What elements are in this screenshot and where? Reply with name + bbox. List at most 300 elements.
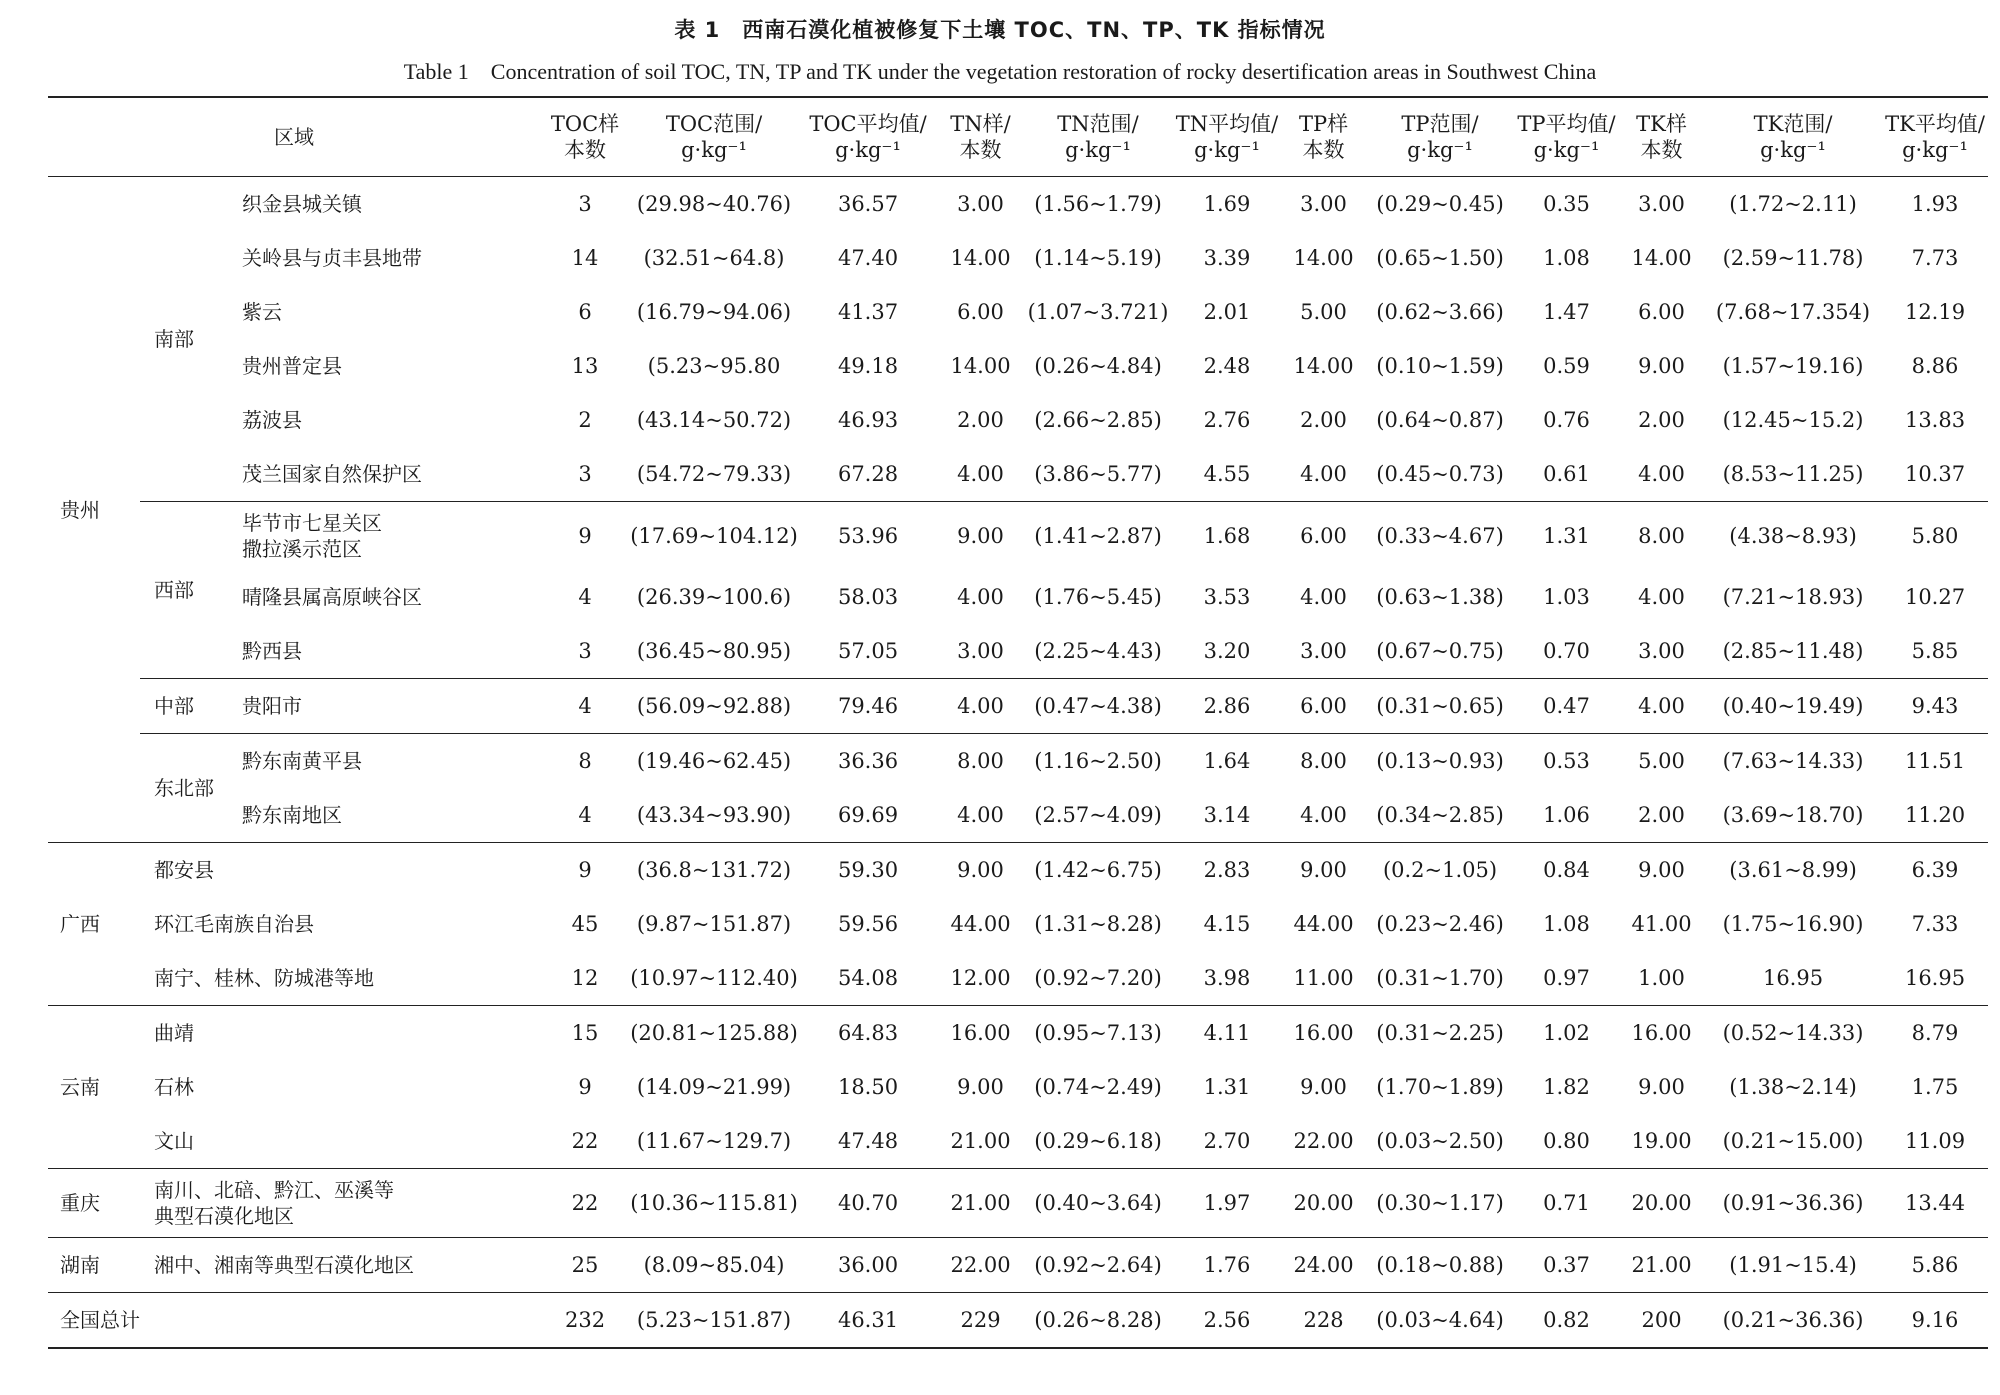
header-toc-range: TOC范围/ g·kg⁻¹: [630, 97, 798, 177]
cell-tk-mean: 16.95: [1882, 951, 1988, 1006]
cell-toc-n: 25: [540, 1238, 630, 1293]
cell-toc-mean: 47.48: [798, 1114, 938, 1169]
cell-toc-range: (17.69~104.12): [630, 524, 798, 548]
cell-toc-range: (9.87~151.87): [636, 912, 792, 936]
cell-tn-n: 9.00: [957, 1075, 1004, 1099]
cell-tk-n: 9.00: [1638, 1075, 1685, 1099]
cell-tn-mean: 2.83: [1203, 858, 1251, 882]
area-cell: 南川、北碚、黔江、巫溪等 典型石漠化地区: [140, 1169, 540, 1238]
area-cell: 贵州普定县: [242, 354, 342, 378]
cell-tk-range: (8.53~11.25): [1704, 447, 1882, 502]
table-title-en: Table 1 Concentration of soil TOC, TN, TP and TK under the vegetation restoration of rocky desertification areas in Southwest China: [403, 59, 1597, 84]
table-row: [48, 843, 1988, 898]
cell-tn-range: (0.26~8.28): [1034, 1308, 1162, 1332]
data-table-container: [48, 96, 1988, 1349]
cell-tp-mean: 0.82: [1543, 1308, 1590, 1332]
cell-tn-mean: 2.01: [1203, 300, 1251, 324]
subregion-west: 西部: [140, 502, 234, 679]
cell-tk-n: 3.00: [1638, 192, 1685, 216]
cell-tk-mean: 12.19: [1904, 300, 1966, 324]
cell-tk-n: 19.00: [1619, 1114, 1704, 1169]
cell-tk-mean: 7.33: [1911, 912, 1959, 936]
cell-tp-mean: 1.08: [1543, 246, 1590, 270]
header-tn-range: TN范围/ g·kg⁻¹: [1023, 97, 1173, 177]
cell-toc-mean: 47.40: [837, 246, 899, 270]
area-cell: 石林: [154, 1075, 194, 1099]
cell-tn-n: 9.00: [957, 524, 1004, 548]
table-row: [48, 177, 1988, 232]
header-toc-n: TOC样 本数: [540, 97, 630, 177]
area-cell: 关岭县与贞丰县地带: [242, 246, 422, 270]
cell-tp-range: (0.62~3.66): [1376, 300, 1504, 324]
cell-tk-range: (0.21~36.36): [1722, 1308, 1864, 1332]
cell-tn-range: (0.40~3.64): [1023, 1169, 1173, 1238]
cell-tk-n: 9.00: [1638, 354, 1685, 378]
cell-tp-mean: 0.84: [1543, 858, 1590, 882]
cell-toc-range: (11.67~129.7): [630, 1114, 798, 1169]
soil-nutrient-table: [48, 96, 1988, 1349]
cell-tn-mean: 4.15: [1203, 912, 1251, 936]
cell-tp-range: (0.33~4.67): [1376, 524, 1504, 548]
cell-tn-n: 14.00: [950, 246, 1011, 270]
cell-tk-range: (1.38~2.14): [1729, 1075, 1857, 1099]
cell-tk-mean: 8.79: [1911, 1021, 1959, 1045]
cell-toc-mean: 46.93: [837, 408, 899, 432]
cell-tn-range: (1.07~3.721): [1027, 300, 1169, 324]
cell-tp-range: (0.13~0.93): [1376, 749, 1504, 773]
cell-tk-range: (0.52~14.33): [1722, 1021, 1864, 1045]
header-tp-range: TP范围/ g·kg⁻¹: [1366, 97, 1514, 177]
cell-tn-mean: 4.11: [1203, 1021, 1251, 1045]
cell-tn-n: 4.00: [938, 679, 1023, 734]
cell-tk-range: (2.85~11.48): [1704, 624, 1882, 679]
cell-tn-n: 21.00: [938, 1169, 1023, 1238]
cell-tn-n: 3.00: [938, 624, 1023, 679]
area-cell: 都安县: [154, 858, 214, 882]
cell-tn-mean: 3.14: [1173, 788, 1281, 843]
cell-toc-n: 9: [578, 858, 592, 882]
cell-tk-mean: 9.16: [1911, 1308, 1959, 1332]
cell-tp-n: 11.00: [1281, 951, 1366, 1006]
cell-tp-n: 4.00: [1281, 447, 1366, 502]
cell-tp-mean: 1.31: [1543, 524, 1590, 548]
area-cell: 晴隆县属高原峡谷区: [242, 585, 422, 609]
cell-toc-mean: 79.46: [798, 679, 938, 734]
cell-tp-mean: 0.76: [1543, 408, 1590, 432]
area-cell: 曲靖: [154, 1021, 194, 1045]
cell-tn-mean: 1.64: [1203, 749, 1251, 773]
cell-tp-n: 228: [1303, 1308, 1344, 1332]
area-cell: 贵阳市: [234, 679, 540, 734]
cell-tk-range: (1.57~19.16): [1722, 354, 1864, 378]
cell-tp-range: (0.03~4.64): [1376, 1308, 1504, 1332]
cell-tp-range: (0.45~0.73): [1366, 447, 1514, 502]
cell-tp-range: (0.10~1.59): [1376, 354, 1504, 378]
cell-tp-n: 14.00: [1293, 246, 1354, 270]
region-guangxi: 广西: [48, 843, 140, 1006]
table-row: [48, 734, 1988, 789]
cell-tn-range: (1.16~2.50): [1034, 749, 1162, 773]
cell-toc-range: (16.79~94.06): [636, 300, 792, 324]
cell-tp-range: (0.23~2.46): [1376, 912, 1504, 936]
cell-tp-mean: 0.47: [1514, 679, 1619, 734]
cell-tp-range: (0.31~2.25): [1376, 1021, 1504, 1045]
cell-tk-range: (7.63~14.33): [1722, 749, 1864, 773]
cell-toc-range: (26.39~100.6): [636, 585, 792, 609]
header-tp-mean: TP平均值/ g·kg⁻¹: [1514, 97, 1619, 177]
cell-toc-n: 45: [571, 912, 599, 936]
cell-toc-n: 3: [540, 624, 630, 679]
table-row: [48, 285, 1988, 339]
cell-tn-mean: 2.70: [1173, 1114, 1281, 1169]
cell-tn-range: (1.56~1.79): [1034, 192, 1162, 216]
cell-tn-n: 6.00: [957, 300, 1004, 324]
cell-tn-range: (0.92~7.20): [1023, 951, 1173, 1006]
cell-tp-mean: 0.35: [1543, 192, 1590, 216]
cell-tp-n: 16.00: [1293, 1021, 1354, 1045]
cell-tp-n: 8.00: [1300, 749, 1347, 773]
cell-tp-range: (0.31~0.65): [1366, 679, 1514, 734]
cell-tn-mean: 3.20: [1173, 624, 1281, 679]
cell-tk-mean: 10.37: [1882, 447, 1988, 502]
cell-tn-range: (1.41~2.87): [1034, 524, 1162, 548]
cell-tp-mean: 1.82: [1543, 1075, 1590, 1099]
cell-toc-n: 22: [540, 1169, 630, 1238]
cell-tn-mean: 2.56: [1203, 1308, 1251, 1332]
table-row: [48, 1238, 1988, 1293]
area-cell: 黔东南地区: [234, 788, 540, 843]
table-row: [48, 679, 1988, 734]
cell-tk-n: 20.00: [1619, 1169, 1704, 1238]
cell-tk-range: (0.40~19.49): [1704, 679, 1882, 734]
table-row: [48, 447, 1988, 502]
region-guizhou: 贵州: [48, 177, 140, 843]
cell-tp-n: 4.00: [1300, 585, 1347, 609]
cell-toc-mean: 69.69: [798, 788, 938, 843]
cell-toc-range: (43.34~93.90): [630, 788, 798, 843]
table-row: [48, 1169, 1988, 1238]
cell-tk-n: 9.00: [1638, 858, 1685, 882]
cell-tn-n: 21.00: [938, 1114, 1023, 1169]
table-row: [48, 231, 1988, 285]
cell-tk-range: (3.61~8.99): [1729, 858, 1857, 882]
cell-tk-range: (12.45~15.2): [1722, 408, 1864, 432]
cell-tn-mean: 4.55: [1173, 447, 1281, 502]
cell-tk-n: 3.00: [1619, 624, 1704, 679]
cell-toc-range: (19.46~62.45): [636, 749, 792, 773]
cell-tp-n: 20.00: [1281, 1169, 1366, 1238]
table-row: [48, 393, 1988, 447]
cell-toc-mean: 36.36: [837, 749, 899, 773]
table-row: [48, 1006, 1988, 1061]
cell-tk-mean: 8.86: [1911, 354, 1959, 378]
area-cell: 黔西县: [234, 624, 540, 679]
cell-tp-mean: 0.59: [1543, 354, 1590, 378]
table-row: [48, 897, 1988, 951]
cell-tp-range: (0.65~1.50): [1376, 246, 1504, 270]
header-toc-mean: TOC平均值/ g·kg⁻¹: [798, 97, 938, 177]
cell-tn-range: (0.95~7.13): [1034, 1021, 1162, 1045]
cell-tn-mean: 1.31: [1203, 1075, 1251, 1099]
cell-tn-mean: 2.76: [1203, 408, 1251, 432]
cell-tk-n: 4.00: [1619, 447, 1704, 502]
cell-tk-n: 41.00: [1631, 912, 1692, 936]
cell-tp-range: (0.29~0.45): [1376, 192, 1504, 216]
cell-toc-range: (14.09~21.99): [636, 1075, 792, 1099]
cell-tn-n: 12.00: [938, 951, 1023, 1006]
cell-tk-n: 2.00: [1619, 788, 1704, 843]
cell-tk-mean: 5.86: [1882, 1238, 1988, 1293]
cell-tp-n: 2.00: [1300, 408, 1347, 432]
cell-tk-n: 1.00: [1619, 951, 1704, 1006]
cell-toc-n: 8: [578, 749, 592, 773]
header-region: 区域: [48, 97, 540, 177]
table-row: [48, 339, 1988, 393]
cell-toc-mean: 36.00: [798, 1238, 938, 1293]
cell-tn-mean: 3.53: [1203, 585, 1251, 609]
cell-tk-mean: 7.73: [1911, 246, 1959, 270]
cell-tk-mean: 13.83: [1904, 408, 1966, 432]
cell-toc-n: 6: [578, 300, 592, 324]
cell-toc-mean: 18.50: [837, 1075, 899, 1099]
cell-tk-mean: 1.75: [1911, 1075, 1959, 1099]
cell-tp-mean: 0.61: [1514, 447, 1619, 502]
header-tn-n: TN样/ 本数: [938, 97, 1023, 177]
cell-tp-range: (0.2~1.05): [1382, 858, 1498, 882]
area-cell: 紫云: [242, 300, 282, 324]
cell-toc-n: 232: [564, 1308, 606, 1332]
cell-tn-range: (2.25~4.43): [1023, 624, 1173, 679]
area-cell: 南宁、桂林、防城港等地: [140, 951, 540, 1006]
cell-tk-mean: 11.20: [1882, 788, 1988, 843]
cell-tn-n: 3.00: [957, 192, 1004, 216]
cell-toc-range: (5.23~95.80: [647, 354, 781, 378]
cell-tn-mean: 3.39: [1203, 246, 1251, 270]
cell-tp-n: 4.00: [1281, 788, 1366, 843]
cell-tp-n: 3.00: [1300, 192, 1347, 216]
header-row: [48, 97, 1988, 177]
cell-toc-mean: 40.70: [798, 1169, 938, 1238]
cell-tn-mean: 1.69: [1203, 192, 1251, 216]
cell-tn-range: (1.42~6.75): [1034, 858, 1162, 882]
cell-toc-mean: 46.31: [837, 1308, 899, 1332]
region-hunan: 湖南: [48, 1238, 140, 1293]
area-cell: 环江毛南族自治县: [154, 912, 314, 936]
cell-toc-range: (36.45~80.95): [630, 624, 798, 679]
table-row-total: [48, 1293, 1988, 1349]
cell-toc-range: (8.09~85.04): [630, 1238, 798, 1293]
cell-toc-n: 3: [578, 192, 592, 216]
cell-tp-range: (0.18~0.88): [1366, 1238, 1514, 1293]
cell-toc-range: (56.09~92.88): [630, 679, 798, 734]
cell-tk-range: (1.91~15.4): [1704, 1238, 1882, 1293]
cell-toc-n: 4: [540, 679, 630, 734]
cell-tk-mean: 9.43: [1882, 679, 1988, 734]
area-cell: 荔波县: [242, 408, 302, 432]
cell-toc-range: (32.51~64.8): [643, 246, 785, 270]
cell-toc-n: 13: [571, 354, 599, 378]
cell-tp-range: (0.34~2.85): [1366, 788, 1514, 843]
header-tk-n: TK样 本数: [1619, 97, 1704, 177]
cell-tn-n: 22.00: [938, 1238, 1023, 1293]
cell-toc-n: 9: [578, 1075, 592, 1099]
area-cell: 织金县城关镇: [242, 192, 362, 216]
cell-tk-mean: 10.27: [1904, 585, 1966, 609]
cell-tk-mean: 6.39: [1911, 858, 1959, 882]
cell-tk-n: 14.00: [1631, 246, 1692, 270]
cell-tp-n: 6.00: [1281, 679, 1366, 734]
cell-toc-n: 22: [540, 1114, 630, 1169]
cell-tn-range: (0.92~2.64): [1023, 1238, 1173, 1293]
cell-tp-n: 14.00: [1293, 354, 1354, 378]
cell-tk-range: (7.68~17.354): [1715, 300, 1871, 324]
cell-tp-range: (0.67~0.75): [1366, 624, 1514, 679]
cell-tk-n: 21.00: [1619, 1238, 1704, 1293]
cell-toc-mean: 58.03: [837, 585, 899, 609]
cell-tp-n: 6.00: [1300, 524, 1347, 548]
cell-toc-n: 9: [578, 524, 592, 548]
table-row: [48, 951, 1988, 1006]
cell-toc-mean: 54.08: [798, 951, 938, 1006]
cell-tp-mean: 0.70: [1514, 624, 1619, 679]
cell-tn-n: 9.00: [957, 858, 1004, 882]
header-tk-mean: TK平均值/ g·kg⁻¹: [1882, 97, 1988, 177]
cell-tn-range: (1.31~8.28): [1034, 912, 1162, 936]
cell-toc-mean: 41.37: [837, 300, 899, 324]
cell-tk-n: 8.00: [1638, 524, 1685, 548]
cell-tp-n: 24.00: [1281, 1238, 1366, 1293]
area-cell: 茂兰国家自然保护区: [234, 447, 540, 502]
cell-tp-mean: 1.06: [1514, 788, 1619, 843]
cell-toc-n: 15: [571, 1021, 599, 1045]
cell-tn-mean: 1.76: [1173, 1238, 1281, 1293]
cell-tp-mean: 0.53: [1543, 749, 1590, 773]
cell-toc-n: 3: [540, 447, 630, 502]
cell-tp-mean: 0.80: [1514, 1114, 1619, 1169]
cell-tk-range: (1.72~2.11): [1729, 192, 1857, 216]
table-row: [48, 570, 1988, 624]
cell-tp-n: 5.00: [1300, 300, 1347, 324]
cell-tn-n: 229: [960, 1308, 1001, 1332]
cell-tn-range: (0.47~4.38): [1023, 679, 1173, 734]
cell-toc-mean: 36.57: [837, 192, 899, 216]
cell-tn-mean: 1.97: [1173, 1169, 1281, 1238]
cell-tk-n: 6.00: [1638, 300, 1685, 324]
cell-tk-n: 200: [1641, 1308, 1682, 1332]
cell-tk-mean: 1.93: [1911, 192, 1959, 216]
area-cell: 湘中、湘南等典型石漠化地区: [140, 1238, 540, 1293]
cell-tn-n: 14.00: [950, 354, 1011, 378]
cell-toc-range: (54.72~79.33): [630, 447, 798, 502]
subregion-south: 南部: [140, 177, 234, 502]
cell-tn-range: (2.57~4.09): [1023, 788, 1173, 843]
total-label: 全国总计: [60, 1308, 140, 1332]
cell-tk-range: (4.38~8.93): [1729, 524, 1857, 548]
cell-tn-mean: 2.48: [1203, 354, 1251, 378]
cell-toc-range: (36.8~131.72): [636, 858, 792, 882]
cell-tn-n: 16.00: [950, 1021, 1011, 1045]
cell-tk-range: (0.91~36.36): [1704, 1169, 1882, 1238]
table-row: [48, 1114, 1988, 1169]
cell-toc-n: 12: [540, 951, 630, 1006]
cell-tp-n: 9.00: [1300, 858, 1347, 882]
cell-toc-range: (20.81~125.88): [630, 1021, 798, 1045]
cell-tn-range: (0.74~2.49): [1034, 1075, 1162, 1099]
cell-toc-mean: 53.96: [837, 524, 899, 548]
cell-toc-mean: 49.18: [837, 354, 899, 378]
cell-tp-range: (0.63~1.38): [1376, 585, 1504, 609]
subregion-northeast: 东北部: [140, 734, 234, 843]
area-cell: 文山: [140, 1114, 540, 1169]
cell-tp-mean: 0.71: [1514, 1169, 1619, 1238]
cell-tp-n: 44.00: [1293, 912, 1354, 936]
cell-tn-n: 4.00: [938, 447, 1023, 502]
cell-toc-n: 14: [571, 246, 599, 270]
cell-tn-n: 4.00: [957, 585, 1004, 609]
table-title-zh: 表 1 西南石漠化植被修复下土壤 TOC、TN、TP、TK 指标情况: [674, 18, 1326, 42]
cell-tk-n: 16.00: [1631, 1021, 1692, 1045]
cell-tk-mean: 13.44: [1882, 1169, 1988, 1238]
table-row: [48, 502, 1988, 571]
cell-tn-range: (1.76~5.45): [1034, 585, 1162, 609]
cell-tp-range: (0.03~2.50): [1366, 1114, 1514, 1169]
area-cell: 黔东南黄平县: [242, 749, 362, 773]
cell-tp-n: 22.00: [1281, 1114, 1366, 1169]
cell-tp-mean: 0.97: [1514, 951, 1619, 1006]
cell-tk-range: (0.21~15.00): [1704, 1114, 1882, 1169]
cell-tn-range: (3.86~5.77): [1023, 447, 1173, 502]
cell-tk-mean: 11.51: [1904, 749, 1966, 773]
cell-toc-mean: 59.30: [837, 858, 899, 882]
cell-tn-n: 2.00: [957, 408, 1004, 432]
header-tp-n: TP样 本数: [1281, 97, 1366, 177]
cell-tk-n: 2.00: [1638, 408, 1685, 432]
cell-toc-mean: 67.28: [798, 447, 938, 502]
table-row: [48, 788, 1988, 843]
header-tn-mean: TN平均值/ g·kg⁻¹: [1173, 97, 1281, 177]
region-yunnan: 云南: [48, 1006, 140, 1169]
table-row: [48, 624, 1988, 679]
cell-tp-mean: 0.37: [1514, 1238, 1619, 1293]
cell-toc-n: 2: [578, 408, 592, 432]
cell-tk-mean: 5.80: [1911, 524, 1959, 548]
cell-tn-mean: 3.98: [1173, 951, 1281, 1006]
cell-tp-n: 9.00: [1300, 1075, 1347, 1099]
cell-tp-mean: 1.03: [1543, 585, 1590, 609]
cell-toc-mean: 57.05: [798, 624, 938, 679]
cell-tk-range: (1.75~16.90): [1722, 912, 1864, 936]
cell-tn-n: 44.00: [950, 912, 1011, 936]
cell-toc-range: (10.97~112.40): [630, 951, 798, 1006]
cell-tp-range: (0.30~1.17): [1366, 1169, 1514, 1238]
cell-tn-range: (0.26~4.84): [1034, 354, 1162, 378]
cell-toc-range: (43.14~50.72): [636, 408, 792, 432]
cell-tp-range: (0.31~1.70): [1366, 951, 1514, 1006]
cell-tk-n: 4.00: [1619, 679, 1704, 734]
cell-tn-range: (1.14~5.19): [1034, 246, 1162, 270]
cell-tn-mean: 1.68: [1203, 524, 1251, 548]
cell-tn-n: 8.00: [957, 749, 1004, 773]
cell-tp-mean: 1.08: [1543, 912, 1590, 936]
cell-toc-range: (29.98~40.76): [636, 192, 792, 216]
cell-tk-mean: 11.09: [1882, 1114, 1988, 1169]
cell-tn-range: (0.29~6.18): [1023, 1114, 1173, 1169]
cell-tn-n: 4.00: [938, 788, 1023, 843]
header-tk-range: TK范围/ g·kg⁻¹: [1704, 97, 1882, 177]
cell-toc-mean: 64.83: [837, 1021, 899, 1045]
cell-tk-n: 5.00: [1638, 749, 1685, 773]
region-chongqing: 重庆: [48, 1169, 140, 1238]
